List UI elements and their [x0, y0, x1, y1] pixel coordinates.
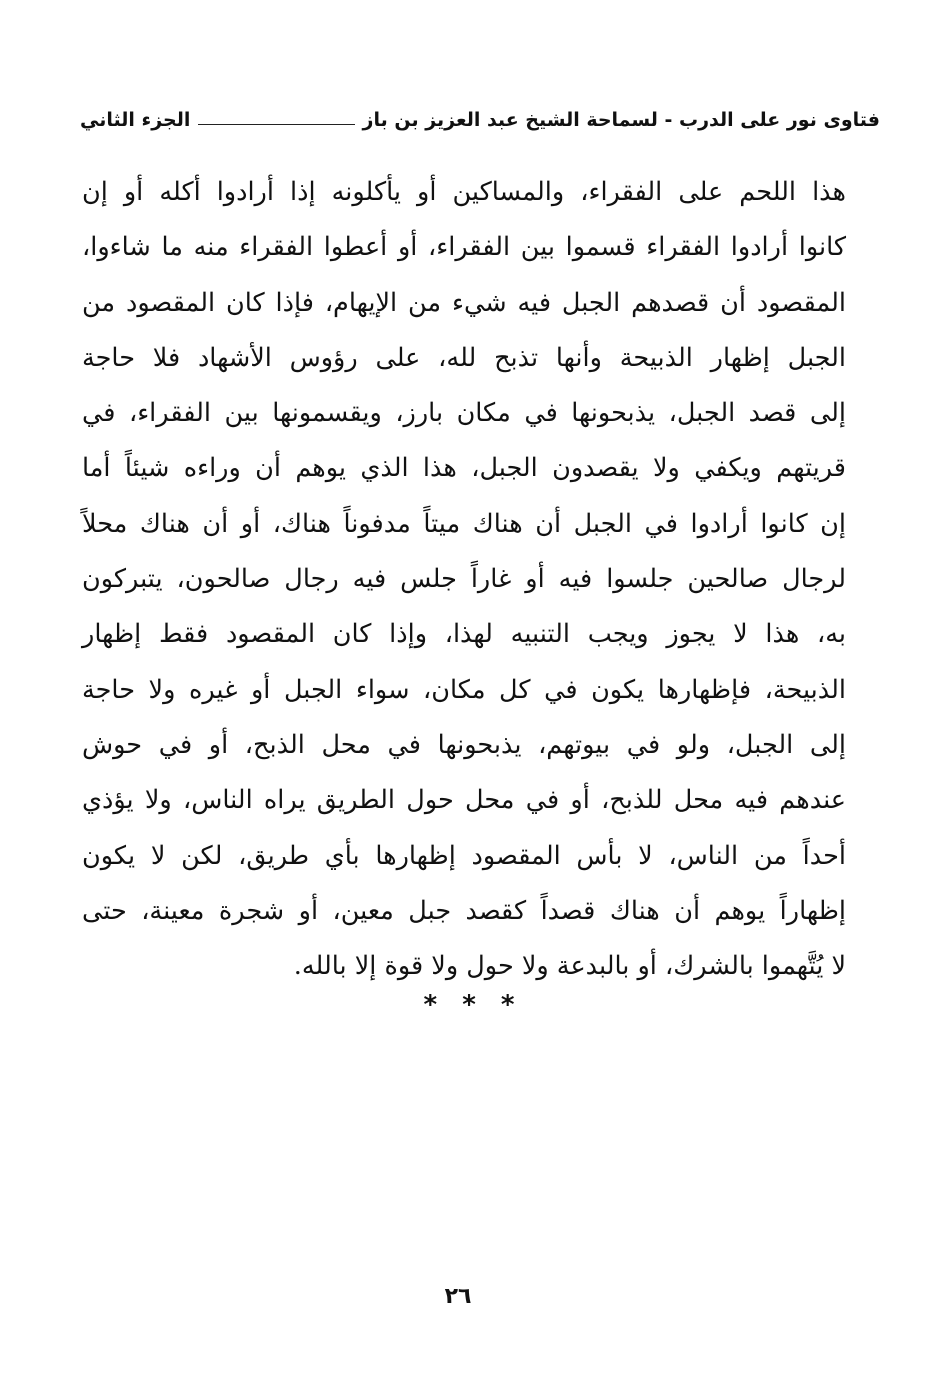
text-line: هذا اللحم على الفقراء، والمساكين أو يأكلونه إذا أرادوا أكله أو إن — [82, 177, 846, 207]
text-line: لا يُتَّهموا بالشرك، أو بالبدعة ولا حول ولا قوة إلا بالله. — [293, 951, 846, 982]
text-line: الذبيحة، فإظهارها يكون في كل مكان، سواء الجبل أو غيره ولا حاجة — [82, 674, 846, 705]
text-line: الجبل إظهار الذبيحة وأنها تذبح لله، على رؤوس الأشهاد فلا حاجة — [82, 342, 846, 373]
page-header — [80, 103, 880, 137]
text-line: قريتهم ويكفي ولا يقصدون الجبل، هذا الذي يوهم أن وراءه شيئاً أما — [82, 453, 846, 484]
page-number: ٢٦ — [444, 1284, 472, 1309]
body-text — [82, 165, 846, 994]
text-line: عندهم فيه محل للذبح، أو في محل حول الطريق يراه الناس، ولا يؤذي — [82, 785, 846, 816]
text-line: إلى الجبل، ولو في بيوتهم، يذبحونها في محل الذبح، أو في حوش — [82, 729, 846, 760]
text-line: به، هذا لا يجوز ويجب التنبيه لهذا، وإذا كان المقصود فقط إظهار — [82, 619, 846, 650]
book-title: فتاوى نور على الدرب - لسماحة الشيخ عبد العزيز بن باز — [362, 109, 880, 131]
part-label: الجزء الثاني — [80, 109, 191, 131]
text-line: المقصود أن قصدهم الجبل فيه شيء من الإيهام، فإذا كان المقصود من — [82, 287, 846, 318]
header-rule — [198, 124, 354, 125]
text-line: إظهاراً يوهم أن هناك قصداً كقصد جبل معين، أو شجرة معينة، حتى — [82, 895, 846, 926]
text-line: لرجال صالحين جلسوا فيه أو غاراً جلس فيه رجال صالحون، يتبركون — [82, 564, 846, 595]
text-line: كانوا أرادوا الفقراء قسموا بين الفقراء، أو أعطوا الفقراء منه ما شاءوا، — [82, 232, 846, 263]
text-line: أحداً من الناس، لا بأس المقصود إظهارها بأي طريق، لكن لا يكون — [82, 840, 846, 871]
section-separator: * * * — [423, 990, 523, 1020]
text-line: إن كانوا أرادوا في الجبل أن هناك ميتاً مدفوناً هناك، أو أن هناك محلاً — [82, 508, 846, 539]
text-line: إلى قصد الجبل، يذبحونها في مكان بارز، ويقسمونها بين الفقراء، في — [82, 398, 846, 429]
